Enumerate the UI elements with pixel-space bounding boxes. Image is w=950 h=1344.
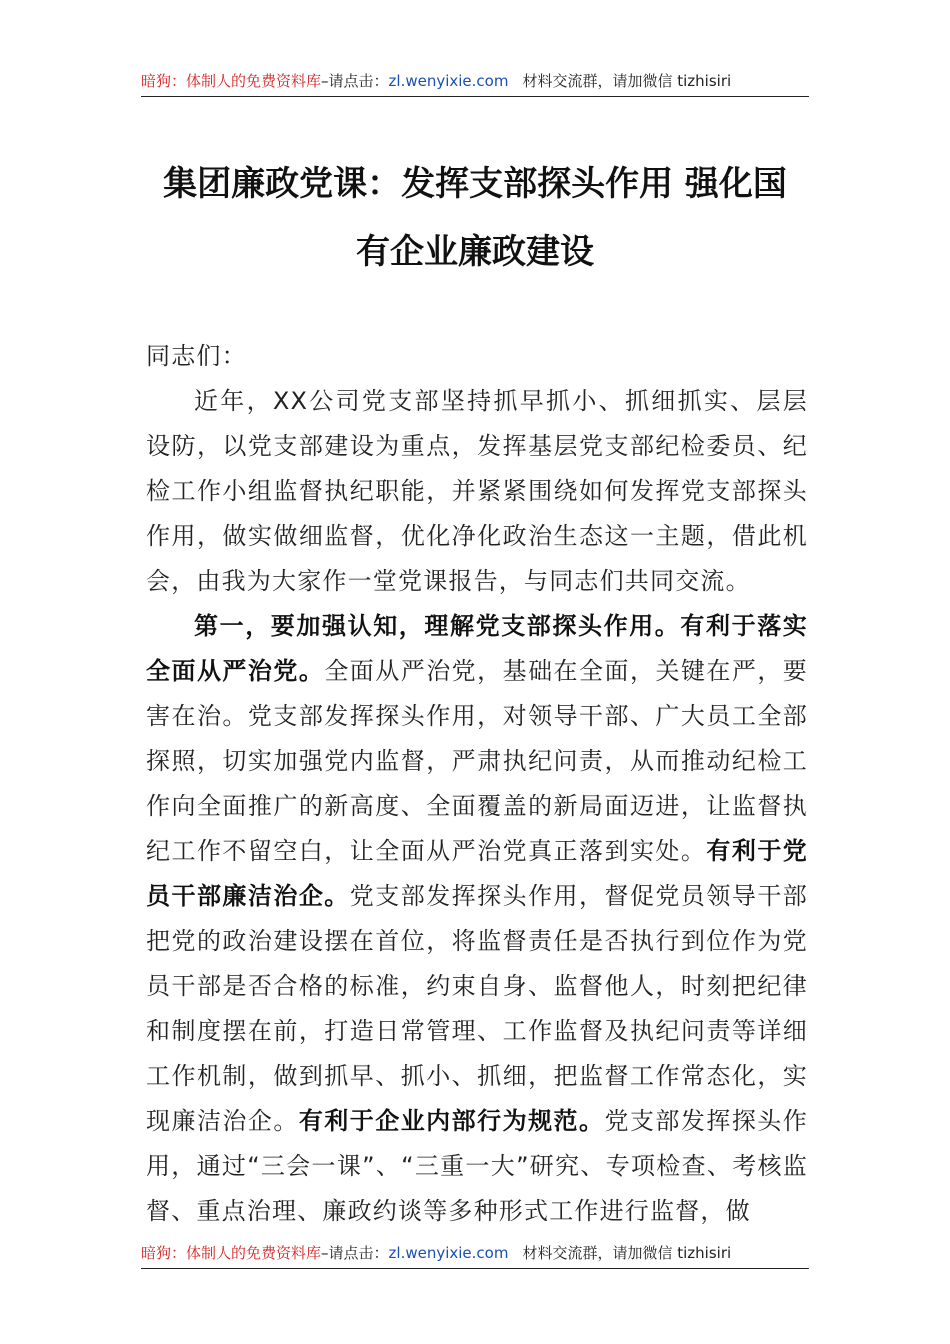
header-banner bbox=[141, 66, 809, 97]
section-1-paragraph bbox=[146, 604, 808, 1234]
footer-banner bbox=[141, 1238, 809, 1269]
point-3-text: 党支部发挥探头作用，通过“三会一课”、“三重一大”研究、专项检查、考核监督、重点治理、廉政约谈等多种形式工作进行监督，做 bbox=[146, 1107, 808, 1225]
footer-link-prefix: –请点击： bbox=[321, 1244, 389, 1262]
point-1-title: 有利于落实全面从严治党。 bbox=[146, 612, 808, 685]
salutation: 同志们： bbox=[146, 342, 247, 370]
intro-paragraph: 近年，XX公司党支部坚持抓早抓小、抓细抓实、层层设防，以党支部建设为重点，发挥基层党支部纪检委员、纪检工作小组监督执纪职能，并紧紧围绕如何发挥党支部探头作用，做实做细监督，优化净化政治生态这一主题，借此机会，由我为大家作一堂党课报告，与同志们共同交流。 bbox=[146, 387, 808, 595]
point-1-text: 全面从严治党，基础在全面，关键在严，要害在治。党支部发挥探头作用，对领导干部、广大员工全部探照，切实加强党内监督，严肃执纪问责，从而推动纪检工作向全面推广的新高度、全面覆盖的新局面迈进，让监督执纪工作不留空白，让全面从严治党真正落到实处。 bbox=[146, 657, 808, 865]
banner-link-prefix: –请点击： bbox=[321, 72, 389, 90]
point-2-text: 党支部发挥探头作用，督促党员领导干部把党的政治建设摆在首位，将监督责任是否执行到位作为党员干部是否合格的标准，约束自身、监督他人，时刻把纪律和制度摆在前，打造日常管理、工作监督及执纪问责等详细工作机制，做到抓早、抓小、抓细，把监督工作常态化，实现廉洁治企。 bbox=[146, 882, 808, 1135]
banner-group-note: 材料交流群，请加微信 tizhisiri bbox=[522, 72, 732, 90]
title-line-1: 集团廉政党课：发挥支部探头作用 强化国 bbox=[163, 164, 787, 204]
point-2-title: 有利于党员干部廉洁治企。 bbox=[146, 837, 808, 910]
footer-site-name: 暗狗：体制人的免费资料库 bbox=[141, 1244, 322, 1262]
document-body bbox=[146, 334, 808, 1234]
title-line-2: 有企业廉政建设 bbox=[356, 232, 594, 272]
banner-site-name: 暗狗：体制人的免费资料库 bbox=[141, 72, 322, 90]
footer-url-link[interactable]: zl.wenyixie.com bbox=[388, 1244, 509, 1262]
point-3-title: 有利于企业内部行为规范。 bbox=[298, 1107, 605, 1135]
banner-url-link[interactable]: zl.wenyixie.com bbox=[388, 72, 509, 90]
document-title bbox=[141, 150, 809, 286]
footer-group-note: 材料交流群，请加微信 tizhisiri bbox=[522, 1244, 732, 1262]
section-1-heading: 第一，要加强认知，理解党支部探头作用。 bbox=[194, 612, 681, 640]
